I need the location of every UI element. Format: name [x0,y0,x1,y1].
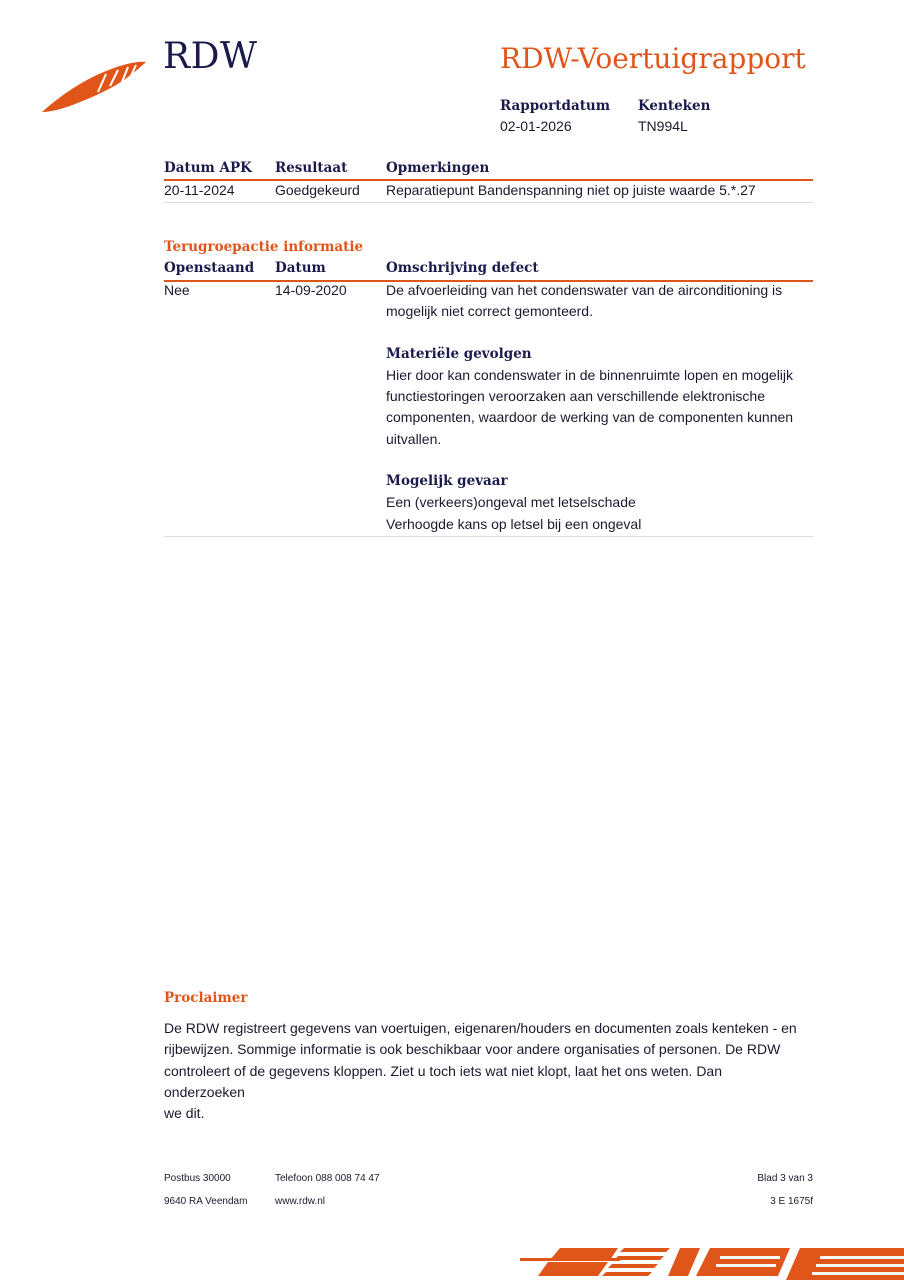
materiele-gevolgen-title: Materiële gevolgen [386,345,532,362]
materiele-line: Hier door kan condenswater in de binnenruimte lopen en mogelijk [386,366,794,383]
recall-table [164,260,813,540]
mogelijk-gevaar-title: Mogelijk gevaar [386,473,508,490]
omschrijving-line: mogelijk niet correct gemonteerd. [386,303,593,320]
brand-name: RDW [163,36,258,77]
recall-header-openstaand: Openstaand [164,260,255,276]
proclaimer-text [164,1018,804,1124]
apk-cell-opmerkingen: Reparatiepunt Bandenspanning niet op juiste waarde 5.*.27 [386,182,756,198]
recall-header-omschrijving: Omschrijving defect [386,260,539,276]
recall-header-datum: Datum [275,260,326,276]
proclaimer-title: Proclaimer [164,990,248,1006]
apk-row-rule [164,202,813,203]
footer-telefoon: Telefoon 088 008 74 47 [275,1173,380,1184]
materiele-line: componenten, waardoor de werking van de componenten kunnen [386,409,794,426]
materiele-line: functiestoringen veroorzaken aan verschillende elektronische [386,388,765,405]
gevaar-line: Verhoogde kans op letsel bij een ongeval [386,515,642,532]
rapportdatum-value: 02-01-2026 [500,118,572,134]
apk-header-datum: Datum APK [164,160,252,176]
rapportdatum-label: Rapportdatum [500,98,611,114]
omschrijving-line: De afvoerleiding van het condenswater van de airconditioning is [386,282,783,298]
speed-stripes-icon [520,1244,904,1280]
kenteken-label: Kenteken [638,98,711,114]
proclaimer-line: we dit. [164,1105,205,1122]
proclaimer-line: rijbewijzen. Sommige informatie is ook beschikbaar voor andere organisaties of personen. De RDW [164,1041,781,1058]
recall-cell-openstaand: Nee [164,282,190,298]
recall-row-rule [164,536,813,537]
footer-document-code: 3 E 1675f [770,1196,813,1207]
footer-postbus: Postbus 30000 [164,1173,231,1184]
proclaimer-line: De RDW registreert gegevens van voertuigen, eigenaren/houders en documenten zoals kenteken - en [164,1020,797,1036]
apk-table [164,160,813,204]
materiele-line: uitvallen. [386,430,442,447]
gevaar-line: Een (verkeers)ongeval met letselschade [386,494,636,511]
proclaimer-line: controleert of de gegevens kloppen. Ziet u toch iets wat niet klopt, laat het ons weten. Dan onderzoeken [164,1062,723,1100]
footer-page-number: Blad 3 van 3 [757,1173,813,1184]
footer-website[interactable]: www.rdw.nl [275,1196,326,1207]
rdw-logo-icon [40,56,150,116]
recall-cell-omschrijving [386,280,813,535]
kenteken-value: TN994L [638,118,688,134]
document-title: RDW-Voertuigrapport [500,42,806,75]
recall-section-title: Terugroepactie informatie [164,239,364,255]
apk-cell-resultaat: Goedgekeurd [275,182,360,198]
apk-header-opmerkingen: Opmerkingen [386,160,490,176]
recall-cell-datum: 14-09-2020 [275,282,347,298]
apk-cell-datum: 20-11-2024 [164,182,235,198]
apk-header-resultaat: Resultaat [275,160,348,176]
footer-address: 9640 RA Veendam [164,1196,248,1207]
